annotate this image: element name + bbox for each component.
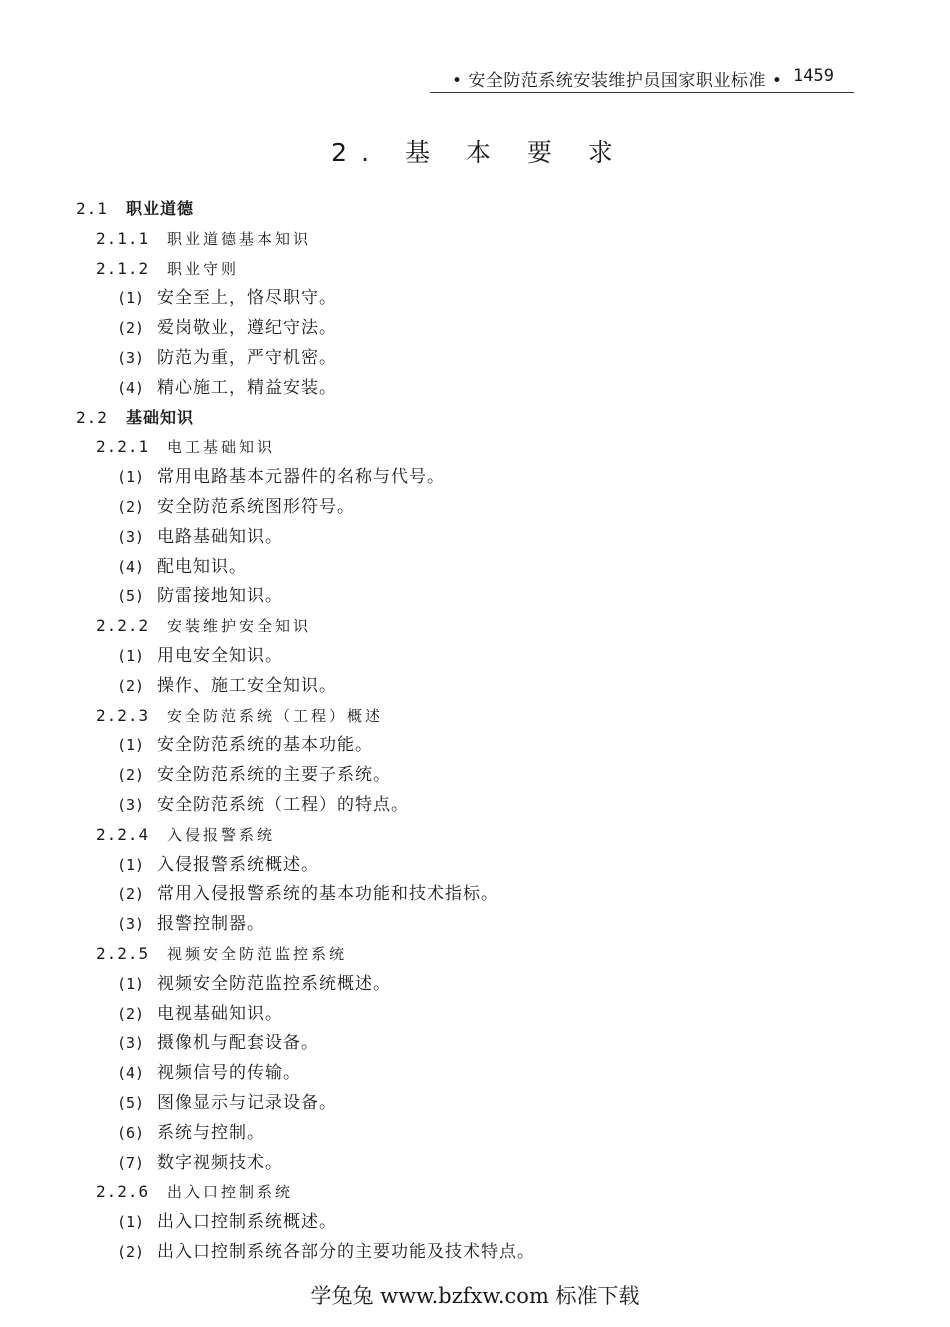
item-text: 操作、施工安全知识。 [157,676,337,696]
item-text: 安全防范系统（工程）概述 [167,707,384,725]
item-number: (2) [117,766,145,784]
item-text: 防范为重，严守机密。 [157,348,337,368]
item-text: 防雷接地知识。 [157,586,283,606]
item-number: (1) [117,736,145,754]
list-item [117,763,391,787]
item-text: 基础知识 [126,408,195,427]
list-item [117,1002,283,1026]
subsection-heading [96,227,311,251]
item-number: 2.1.1 [96,229,150,248]
subsection-heading [96,1180,293,1204]
list-item [117,674,337,698]
item-text: 配电知识。 [157,557,247,577]
item-text: 视频安全防范监控系统 [167,945,348,963]
item-text: 安全防范系统（工程）的特点。 [157,795,409,815]
item-number: 2.2 [76,408,108,427]
item-number: (7) [117,1154,145,1172]
item-number: 2.2.6 [96,1182,150,1201]
item-number: (2) [117,1243,145,1261]
item-number: (1) [117,647,145,665]
item-number: (2) [117,885,145,903]
page-number: 1459 [793,66,834,86]
item-text: 安全防范系统图形符号。 [157,497,355,517]
item-text: 出入口控制系统 [167,1183,294,1201]
item-number: 2.1.2 [96,259,150,278]
item-text: 系统与控制。 [157,1123,265,1143]
list-item [117,465,445,489]
item-text: 电工基础知识 [167,438,276,456]
item-number: (1) [117,856,145,874]
item-text: 爱岗敬业，遵纪守法。 [157,318,337,338]
list-item [117,853,319,877]
item-text: 电视基础知识。 [157,1004,283,1024]
item-number: 2.2.3 [96,706,150,725]
item-text: 报警控制器。 [157,914,265,934]
item-number: (3) [117,349,145,367]
list-item [117,525,283,549]
item-number: (4) [117,1064,145,1082]
item-text: 视频安全防范监控系统概述。 [157,974,391,994]
list-item [117,912,265,936]
section-heading [76,406,194,430]
item-number: (2) [117,677,145,695]
item-number: (5) [117,1094,145,1112]
list-item [117,1210,337,1234]
item-number: (1) [117,468,145,486]
watermark-footer: 学兔兔 www.bzfxw.com 标准下载 [310,1284,640,1308]
item-number: (3) [117,1034,145,1052]
item-text: 摄像机与配套设备。 [157,1033,319,1053]
item-text: 职业道德 [126,199,195,218]
item-text: 出入口控制系统各部分的主要功能及技术特点。 [157,1242,535,1262]
list-item [117,1061,301,1085]
item-text: 安装维护安全知识 [167,617,312,635]
item-number: (1) [117,289,145,307]
list-item [117,495,355,519]
item-text: 视频信号的传输。 [157,1063,301,1083]
item-text: 用电安全知识。 [157,646,283,666]
item-text: 常用入侵报警系统的基本功能和技术指标。 [157,884,499,904]
item-text: 电路基础知识。 [157,527,283,547]
item-text: 安全防范系统的基本功能。 [157,735,373,755]
list-item [117,793,409,817]
item-text: 入侵报警系统 [167,826,276,844]
section-heading [76,197,194,221]
running-header [430,66,854,93]
item-number: (3) [117,796,145,814]
item-text: 数字视频技术。 [157,1153,283,1173]
item-number: (4) [117,558,145,576]
list-item [117,1151,283,1175]
item-number: (2) [117,498,145,516]
item-number: (6) [117,1124,145,1142]
subsection-heading [96,435,275,459]
item-text: 安全至上，恪尽职守。 [157,288,337,308]
list-item [117,584,283,608]
item-text: 职业守则 [167,260,240,278]
subsection-heading [96,704,383,728]
list-item [117,882,499,906]
item-text: 精心施工，精益安装。 [157,378,337,398]
chapter-title: 2. 基 本 要 求 [331,138,627,167]
list-item [117,346,337,370]
subsection-heading [96,614,311,638]
list-item [117,1091,337,1115]
item-number: (3) [117,528,145,546]
list-item [117,1240,535,1264]
list-item [117,1121,265,1145]
list-item [117,644,283,668]
list-item [117,972,391,996]
list-item [117,286,337,310]
item-text: 安全防范系统的主要子系统。 [157,765,391,785]
item-number: (1) [117,975,145,993]
item-text: 常用电路基本元器件的名称与代号。 [157,467,445,487]
item-text: 图像显示与记录设备。 [157,1093,337,1113]
item-number: 2.2.5 [96,944,150,963]
list-item [117,733,373,757]
list-item [117,555,247,579]
subsection-heading [96,942,347,966]
item-number: 2.2.4 [96,825,150,844]
item-number: (1) [117,1213,145,1231]
item-number: 2.2.1 [96,437,150,456]
item-number: (2) [117,319,145,337]
subsection-heading [96,823,275,847]
list-item [117,316,337,340]
item-number: (3) [117,915,145,933]
item-text: 入侵报警系统概述。 [157,855,319,875]
item-text: 职业道德基本知识 [167,230,312,248]
item-text: 出入口控制系统概述。 [157,1212,337,1232]
item-number: 2.1 [76,199,108,218]
running-title: • 安全防范系统安装维护员国家职业标准 • [452,71,783,91]
item-number: (4) [117,379,145,397]
list-item [117,1031,319,1055]
item-number: (2) [117,1005,145,1023]
item-number: 2.2.2 [96,616,150,635]
item-number: (5) [117,587,145,605]
subsection-heading [96,257,239,281]
list-item [117,376,337,400]
